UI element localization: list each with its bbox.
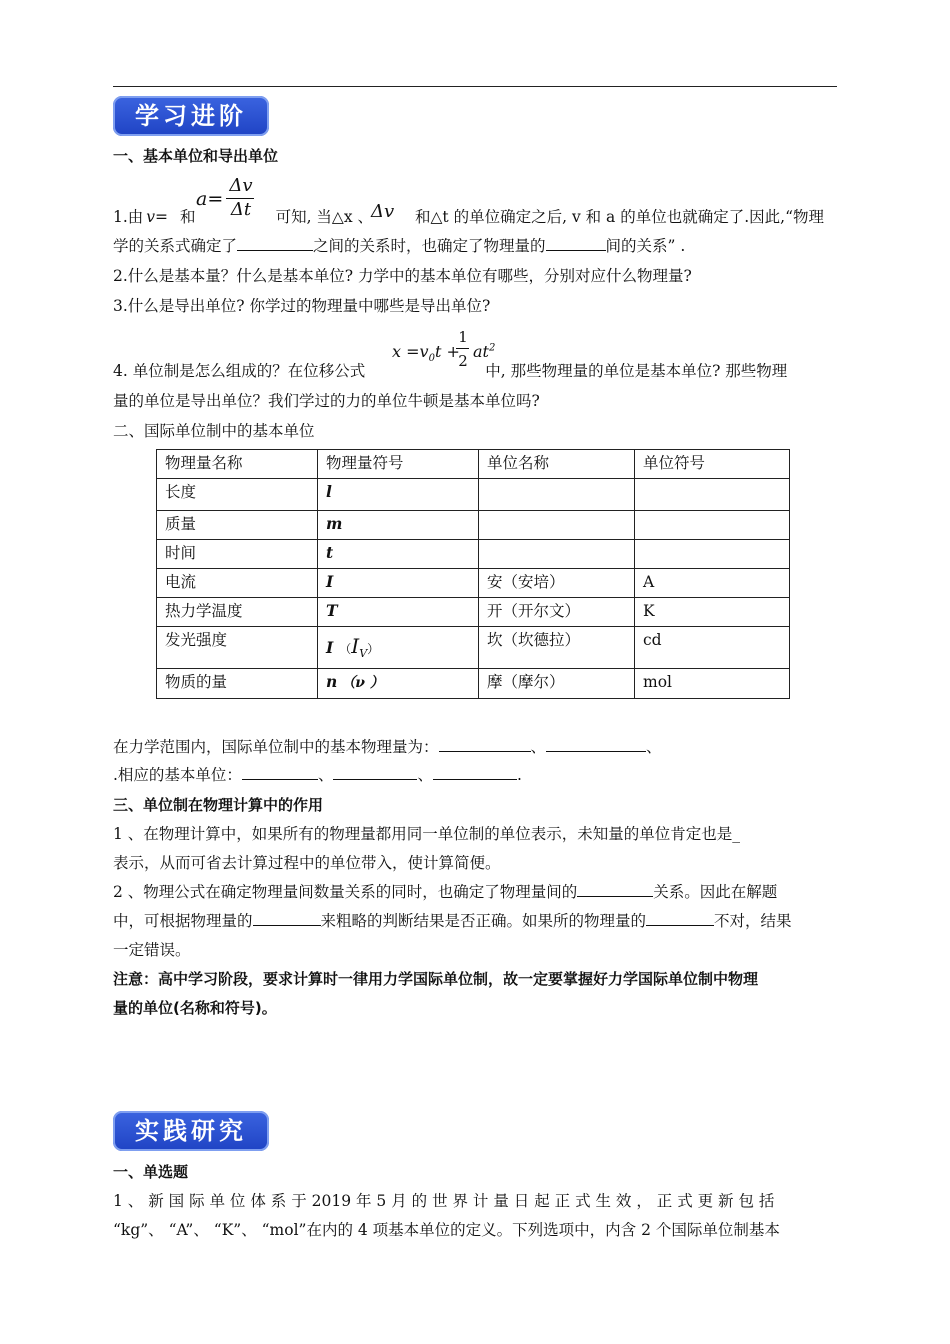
q1-line1: [113, 207, 824, 227]
p2-line3: 一定错误。: [113, 941, 191, 959]
fill-base-quantities: [113, 737, 662, 757]
formula-sup: 2: [488, 342, 496, 354]
table-cell-symbol: T: [318, 598, 479, 627]
table-header-cell: 单位名称: [479, 450, 635, 479]
blank-unit-1[interactable]: [242, 765, 318, 780]
table-cell: 物质的量: [157, 669, 318, 699]
q1-tail: 和△t 的单位确定之后, v 和 a 的单位也就确定了.因此,“物理: [415, 208, 825, 226]
q4-line2: 量的单位是导出单位？我们学过的力的单位牛顿是基本单位吗?: [113, 392, 540, 410]
q1-mid: 可知, 当△x 、: [275, 208, 374, 226]
formula-a-numerator: Δv: [229, 175, 253, 196]
table-header-cell: 单位符号: [635, 450, 790, 479]
table-cell-symbol: I: [318, 569, 479, 598]
table-row: [157, 598, 790, 627]
table-cell: 热力学温度: [157, 598, 318, 627]
mcq1-line2: “kg”、 “A”、 “K”、 “mol”在内的 4 项基本单位的定义。下列选项中，内含 2 个国际单位制基本: [113, 1221, 780, 1239]
paren-close: ）: [367, 642, 380, 656]
q3: 3.什么是导出单位? 你学过的物理量中哪些是导出单位?: [113, 297, 491, 315]
fill1-sep: 、: [530, 738, 547, 756]
table-row: [157, 479, 790, 511]
symbol-n: n: [326, 672, 338, 691]
p2-line2-b: 来粗略的判断结果是否正确。如果所的物理量的: [320, 912, 647, 930]
p2-line2: [113, 911, 792, 931]
blank-unit-2[interactable]: [333, 765, 417, 780]
si-units-table: [156, 449, 790, 699]
fill2-sep: 、: [317, 766, 334, 784]
table-cell-symbol-mol: [318, 669, 479, 699]
section-badge-study: 学习进阶: [113, 96, 269, 136]
symbol-nu: （ν ）: [341, 675, 384, 691]
formula-t: t +: [434, 342, 460, 361]
table-row: [157, 511, 790, 540]
table-row: [157, 669, 790, 699]
table-cell[interactable]: [479, 540, 635, 569]
blank-quantity-1[interactable]: [439, 737, 531, 752]
fill2-label: .相应的基本单位：: [113, 766, 242, 784]
formula-at2: [473, 342, 495, 361]
symbol-I: I: [326, 638, 334, 657]
formula-half-numerator: 1: [458, 328, 468, 346]
table-cell: 开（开尔文）: [479, 598, 635, 627]
q4-line1: [113, 361, 787, 381]
table-cell-symbol: m: [318, 511, 479, 540]
table-cell[interactable]: [635, 540, 790, 569]
symbol-Iv: I: [351, 634, 360, 658]
table-cell: 长度: [157, 479, 318, 511]
table-cell[interactable]: [479, 479, 635, 511]
table-cell: cd: [635, 627, 790, 669]
table-cell: 摩（摩尔）: [479, 669, 635, 699]
table-cell: 安（安培）: [479, 569, 635, 598]
table-row: [157, 627, 790, 669]
p2-line2-a: 中，可根据物理量的: [113, 912, 253, 930]
blank-unit-check-1[interactable]: [253, 911, 321, 926]
blank-relation-1[interactable]: [237, 236, 313, 251]
q1-line2-b: 之间的关系时，也确定了物理量的: [313, 237, 546, 255]
fill1-label: 在力学范围内，国际单位制中的基本物理量为：: [113, 738, 439, 756]
header-rule: [113, 86, 837, 87]
formula-delta-v: Δv: [371, 201, 395, 222]
blank-unit-3[interactable]: [433, 765, 517, 780]
formula-a-lhs: a=: [196, 188, 224, 210]
p1-line2: 表示，从而可省去计算过程中的单位带入，使计算简便。: [113, 854, 501, 872]
formula-half-denominator: 2: [458, 352, 468, 370]
table-cell: 电流: [157, 569, 318, 598]
paren-open: （: [339, 642, 352, 656]
q1-v: v=: [146, 208, 169, 226]
q1-line2: [113, 236, 685, 256]
formula-sub: 0: [428, 353, 435, 365]
q1-prefix: 1.由: [113, 208, 144, 226]
section-badge-practice: 实践研究: [113, 1111, 269, 1151]
heading-basic-units: 一、基本单位和导出单位: [113, 147, 279, 165]
fill2-sep: 、: [417, 766, 433, 784]
q4-prefix: 4. 单位制是怎么组成的？在位移公式: [113, 362, 366, 380]
p2-line1-b: 关系。因此在解题: [653, 883, 778, 901]
symbol-Iv-sub: V: [359, 647, 368, 661]
formula-at: at: [473, 342, 489, 361]
heading-si-base-units: 二、国际单位制中的基本单位: [113, 422, 315, 440]
blank-unit-check-2[interactable]: [646, 911, 714, 926]
p1-line1: 1 、在物理计算中，如果所有的物理量都用同一单位制的单位表示，未知量的单位肯定也是_: [113, 825, 741, 843]
blank-quantity-2[interactable]: [546, 737, 646, 752]
note-line1: 注意：高中学习阶段，要求计算时一律用力学国际单位制，故一定要掌握好力学国际单位制中物理: [113, 970, 759, 988]
table-cell[interactable]: [635, 479, 790, 511]
formula-half-bar: [456, 348, 469, 349]
fill-base-units: [113, 765, 522, 785]
fill1-sep: 、: [646, 738, 662, 756]
mcq1-line1: 1 、 新 国 际 单 位 体 系 于 2019 年 5 月 的 世 界 计 量 日 起 正 式 生 效 ， 正 式 更 新 包 括: [113, 1192, 775, 1210]
q1-and: 和: [180, 208, 196, 226]
table-row: [157, 569, 790, 598]
p2-line1: [113, 882, 777, 902]
table-cell: 质量: [157, 511, 318, 540]
heading-unit-role: 三、单位制在物理计算中的作用: [113, 796, 324, 814]
heading-single-choice: 一、单选题: [113, 1163, 189, 1181]
table-cell: 坎（坎德拉）: [479, 627, 635, 669]
q1-line2-a: 学的关系式确定了: [113, 237, 238, 255]
table-header-cell: 物理量符号: [318, 450, 479, 479]
table-cell: mol: [635, 669, 790, 699]
table-cell[interactable]: [479, 511, 635, 540]
p2-line1-a: 2 、物理公式在确定物理量间数量关系的同时，也确定了物理量间的: [113, 883, 578, 901]
blank-relation-2[interactable]: [546, 236, 606, 251]
formula-left: x =v: [392, 342, 429, 361]
table-cell: K: [635, 598, 790, 627]
q4-tail: 中, 那些物理量的单位是基本单位? 那些物理: [485, 362, 788, 380]
q1-line2-c: 间的关系” .: [605, 237, 686, 255]
table-row: [157, 540, 790, 569]
fill2-end: .: [516, 766, 522, 784]
table-cell: 时间: [157, 540, 318, 569]
table-cell-symbol-lum: [318, 627, 479, 669]
q2: 2.什么是基本量？什么是基本单位? 力学中的基本单位有哪些，分别对应什么物理量?: [113, 267, 692, 285]
table-header-row: [157, 450, 790, 479]
table-header-cell: 物理量名称: [157, 450, 318, 479]
blank-relation-3[interactable]: [577, 882, 653, 897]
formula-a-denominator: Δt: [230, 199, 252, 220]
table-cell-symbol: t: [318, 540, 479, 569]
p2-line2-c: 不对，结果: [714, 912, 792, 930]
table-cell[interactable]: [635, 511, 790, 540]
table-cell: 发光强度: [157, 627, 318, 669]
table-cell: A: [635, 569, 790, 598]
note-line2: 量的单位(名称和符号)。: [113, 999, 277, 1017]
table-cell-symbol: l: [318, 479, 479, 511]
